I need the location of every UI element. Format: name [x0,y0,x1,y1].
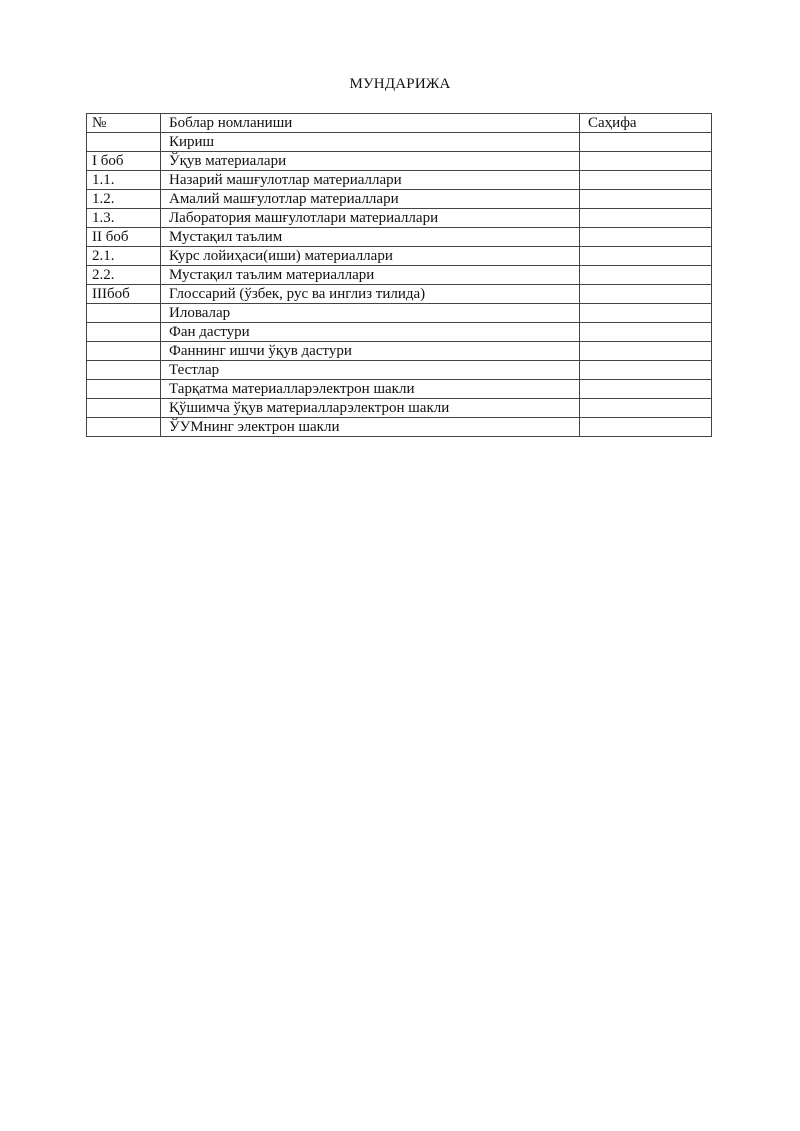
row-chapter-cell: Ўқув материалари [161,152,580,171]
row-number-cell [87,304,161,323]
row-number-cell: 1.3. [87,209,161,228]
row-page-cell [580,418,712,437]
row-chapter-cell: Курс лойиҳаси(иши) материаллари [161,247,580,266]
table-row [87,361,712,380]
table-row [87,342,712,361]
row-chapter-cell: Мустақил таълим материаллари [161,266,580,285]
row-chapter-cell: Тестлар [161,361,580,380]
table-row [87,209,712,228]
row-page-cell [580,342,712,361]
row-chapter-cell: ЎУМнинг электрон шакли [161,418,580,437]
table-row [87,304,712,323]
row-number-cell [87,399,161,418]
row-chapter-cell: Тарқатма материалларэлектрон шакли [161,380,580,399]
row-number-cell: 2.1. [87,247,161,266]
row-number-cell [87,380,161,399]
page-title: МУНДАРИЖА [349,76,451,92]
row-chapter-cell: Фаннинг ишчи ўқув дастури [161,342,580,361]
row-number-cell [87,418,161,437]
row-chapter-cell: Фан дастури [161,323,580,342]
table-row [87,266,712,285]
table-row [87,285,712,304]
table-row [87,171,712,190]
row-page-cell [580,399,712,418]
row-chapter-cell: Глоссарий (ўзбек, рус ва инглиз тилида) [161,285,580,304]
row-page-cell [580,304,712,323]
row-number-cell: 2.2. [87,266,161,285]
row-chapter-cell: Иловалар [161,304,580,323]
header-page: Саҳифа [580,114,712,133]
row-page-cell [580,266,712,285]
table-row [87,228,712,247]
row-number-cell: IIIбоб [87,285,161,304]
table-row [87,247,712,266]
row-number-cell [87,133,161,152]
row-page-cell [580,209,712,228]
row-number-cell: 1.2. [87,190,161,209]
row-page-cell [580,152,712,171]
row-page-cell [580,228,712,247]
row-page-cell [580,247,712,266]
row-number-cell: I боб [87,152,161,171]
row-page-cell [580,361,712,380]
row-number-cell: 1.1. [87,171,161,190]
header-chapter: Боблар номланиши [161,114,580,133]
contents-table [86,113,712,437]
table-row [87,323,712,342]
row-chapter-cell: Қўшимча ўқув материалларэлектрон шакли [161,399,580,418]
row-page-cell [580,171,712,190]
table-row [87,152,712,171]
row-number-cell [87,323,161,342]
table-header-row [87,114,712,133]
row-number-cell [87,361,161,380]
row-chapter-cell: Назарий машғулотлар материаллари [161,171,580,190]
header-number: № [87,114,161,133]
row-number-cell [87,342,161,361]
row-number-cell: II боб [87,228,161,247]
row-page-cell [580,323,712,342]
row-chapter-cell: Мустақил таълим [161,228,580,247]
row-chapter-cell: Амалий машғулотлар материаллари [161,190,580,209]
row-chapter-cell: Кириш [161,133,580,152]
table-row [87,380,712,399]
row-page-cell [580,285,712,304]
row-page-cell [580,380,712,399]
table-row [87,133,712,152]
row-page-cell [580,133,712,152]
row-page-cell [580,190,712,209]
table-row [87,190,712,209]
row-chapter-cell: Лаборатория машғулотлари материаллари [161,209,580,228]
table-row [87,418,712,437]
table-row [87,399,712,418]
